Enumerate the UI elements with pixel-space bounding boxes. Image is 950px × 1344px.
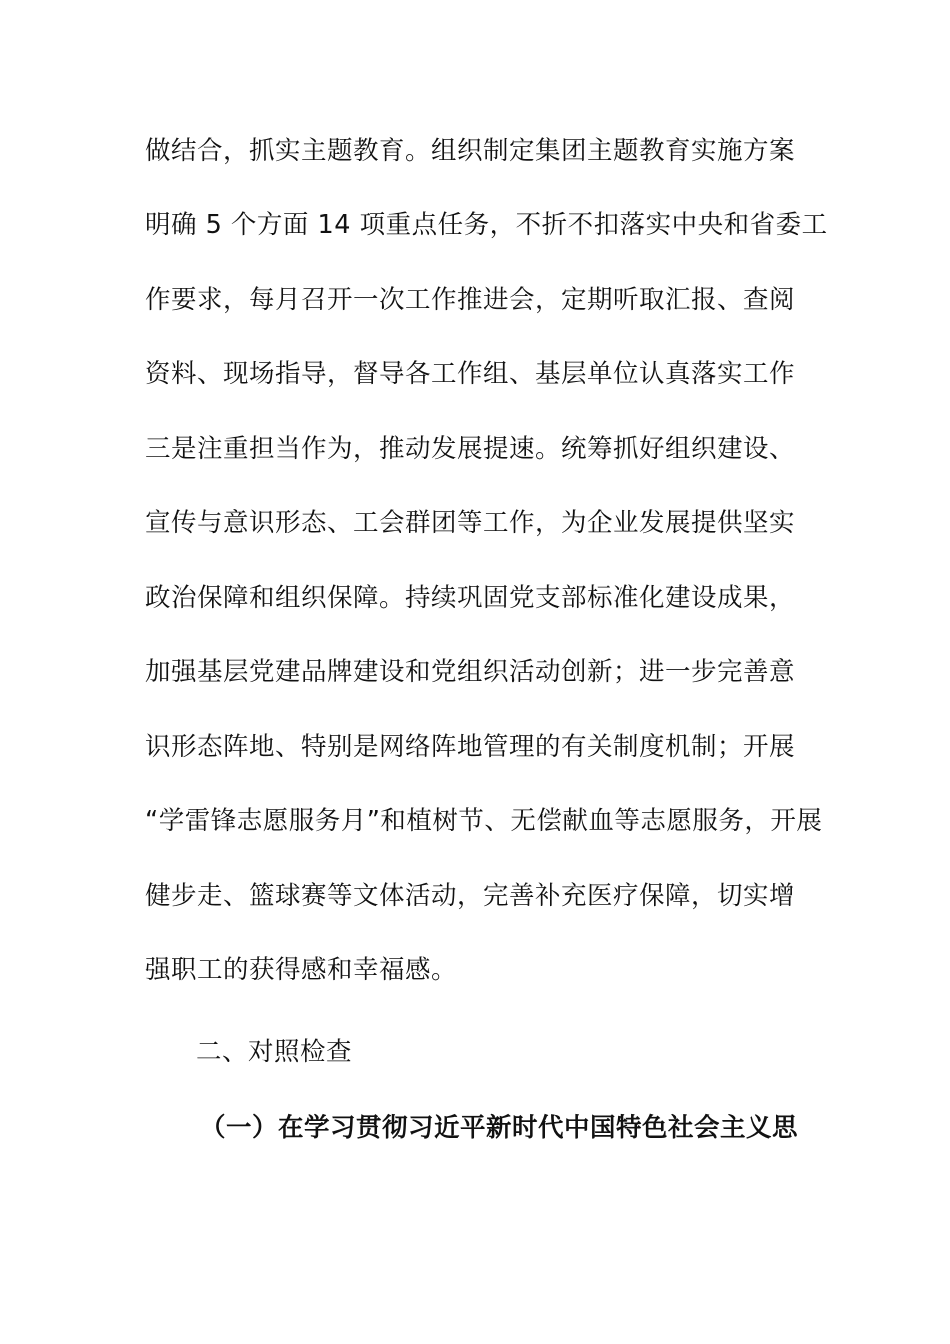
section-heading: 二、对照检查: [196, 1037, 353, 1067]
paragraph-line: “学雷锋志愿服务月”和植树节、无偿献血等志愿服务，开展: [145, 806, 823, 836]
paragraph-line: 做结合，抓实主题教育。组织制定集团主题教育实施方案: [145, 136, 796, 166]
subsection-heading: （一）在学习贯彻习近平新时代中国特色社会主义思: [200, 1113, 799, 1143]
paragraph-line: 识形态阵地、特别是网络阵地管理的有关制度机制；开展: [145, 732, 796, 762]
paragraph-line: 加强基层党建品牌建设和党组织活动创新；进一步完善意: [145, 657, 796, 687]
paragraph-line: 资料、现场指导，督导各工作组、基层单位认真落实工作: [145, 359, 796, 389]
paragraph-line: 宣传与意识形态、工会群团等工作，为企业发展提供坚实: [145, 508, 796, 538]
paragraph-line: 明确 5 个方面 14 项重点任务，不折不扣落实中央和省委工: [145, 210, 828, 240]
paragraph-line: 作要求，每月召开一次工作推进会，定期听取汇报、查阅: [145, 285, 796, 315]
paragraph-line: 三是注重担当作为，推动发展提速。统筹抓好组织建设、: [145, 434, 796, 464]
paragraph-line: 政治保障和组织保障。持续巩固党支部标准化建设成果，: [145, 583, 796, 613]
paragraph-line: 强职工的获得感和幸福感。: [145, 955, 458, 985]
paragraph-line: 健步走、篮球赛等文体活动，完善补充医疗保障，切实增: [145, 881, 796, 911]
